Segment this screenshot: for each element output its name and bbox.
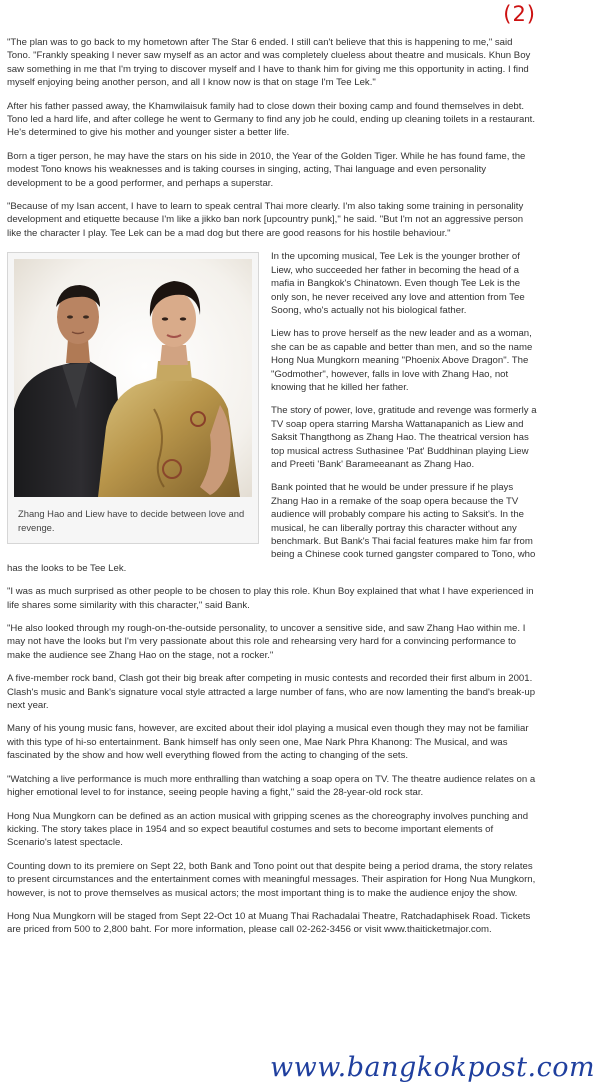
photo-caption: Zhang Hao and Liew have to decide between love and revenge. <box>18 508 245 534</box>
bangkokpost-logo[interactable]: www.bangkokpost.com <box>270 1052 595 1083</box>
article-paragraph: "Because of my Isan accent, I have to learn to speak central Thai more clearly. I'm also taking some training in personality development and etiquette because I'm like a jikko ban nork [upcountry punk]," he said. "But I'm not an aggressive person like the character I play. Tee Lek can be a mad dog but there are good reasons for his hostile behaviour." <box>7 201 524 239</box>
article-paragraph: Hong Nua Mungkorn will be staged from Sept 22-Oct 10 at Muang Thai Rachadalai Theatre, Ratchadaphisek Road. Tickets are priced from 500 to 2,800 baht. For more information, please call 02-262-3456 or visit www.thaiticketmajor.com. <box>7 910 531 936</box>
article-paragraph: "The plan was to go back to my hometown after The Star 6 ended. I still can't believe that this is happening to me," said Tono. "Frankly speaking I never saw myself as an actor and was completely clueless about theatre and musicals. Khun Boy saw something in me that I'm trying to discover myself and I have to thank him for giving me this opportunity in acting. I find myself enjoying being another person, and all I know now is that on stage I'm Tee Lek." <box>7 37 531 89</box>
article-paragraph: Born a tiger person, he may have the stars on his side in 2010, the Year of the Golden Tiger. While he has found fame, the modest Tono knows his weaknesses and is taking courses in singing, acting, Thai language and even personality development to be a good performer, and perhaps a superstar. <box>7 150 526 189</box>
article-paragraph: In the upcoming musical, Tee Lek is the younger brother of Liew, who succeeded her father in becoming the head of a mafia in Bangkok's Chinatown. Even though Tee Lek is the only son, he never received any love and attention from Tee Soong, who's actually not his biological father. <box>271 251 525 316</box>
article-paragraph: After his father passed away, the Khamwilaisuk family had to close down their boxing camp and found themselves in debt. Tono led a hard life, and after college he went to Germany to find any job he could, ending up cleaning toilets in a restaurant. He's determined to give his mother and younger sister a better life. <box>7 100 535 139</box>
page-number: (2) <box>503 2 536 26</box>
article-paragraph: Counting down to its premiere on Sept 22, both Bank and Tono point out that despite being a period drama, the story relates to present circumstances and the entertainment comes with meaningful messages. Their aspiration for Hong Nua Mungkorn, however, is not to prove themselves as musical actors; the most important thing is to make the audience enjoy the show. <box>7 860 536 899</box>
article-paragraph: Many of his young music fans, however, are excited about their idol playing a musical even though they may not be familiar with this type of hi-so entertainment. Bank himself has only seen one, Mae Nark Phra Khanong: The Musical, and was fascinated by the show and how well everything flowed from the acting to changing of the sets. <box>7 723 529 762</box>
article-paragraph: "He also looked through my rough-on-the-outside personality, to uncover a sensitive side, and saw Zhang Hao within me. I may not have the looks but I'm very passionate about this role and rehearsing very hard for a convincing performance to make the audience see Zhang Hao on the stage, not a rocker." <box>7 623 526 661</box>
article-paragraph: "Watching a live performance is much more enthralling than watching a soap opera on TV. The theatre audience relates on a higher emotional level to for instance, seeing people having a fight," said the 28-year-old rock star. <box>7 773 536 799</box>
article-body <box>7 36 538 947</box>
photo-figure <box>7 252 259 544</box>
article-paragraph: Liew has to prove herself as the new leader and as a woman, she can be as capable and better than men, and so the name Hong Nua Mungkorn meaning "Phoenix Above Dragon". The "Godmother", however, falls in love with Zhang Hao, not knowing that he killed her father. <box>271 328 533 393</box>
article-paragraph: Bank pointed that he would be under pressure if he plays Zhang Hao in a remake of the soap opera because the TV audience will probably compare his acting to Saksit's. In the musical, he can liberally portray this character without any benchmark. But Bank's Thai facial features make him far from being a Chinese cook turned gangster compared to Tono, who has the looks to be Tee Lek. <box>7 482 536 574</box>
article-paragraph: "I was as much surprised as other people to be chosen to play this role. Khun Boy explained that what I have experienced in life shares some similarity with this character," said Bank. <box>7 586 534 611</box>
article-paragraph: A five-member rock band, Clash got their big break after competing in music contests and recorded their first album in 2001. Clash's music and Bank's signature vocal style attracted a large number of fans, who are now lamenting the band's break-up next year. <box>7 673 536 712</box>
article-paragraph: The story of power, love, gratitude and revenge was formerly a TV soap opera starring Marsha Wattanapanich as Liew and Saksit Thangthong as Zhang Hao. The theatrical version has top musical actress Suthasinee 'Pat' Buddhinan playing Liew and Preeti 'Bank' Barameeanant as Zhang Hao. <box>271 405 537 470</box>
article-paragraph: Hong Nua Mungkorn can be defined as an action musical with gripping scenes as the choreography involves punching and kicking. The story takes place in 1954 and so expect beautiful costumes and sets to become important elements of Scenario's latest spectacle. <box>7 810 529 849</box>
cast-photo <box>14 259 252 497</box>
